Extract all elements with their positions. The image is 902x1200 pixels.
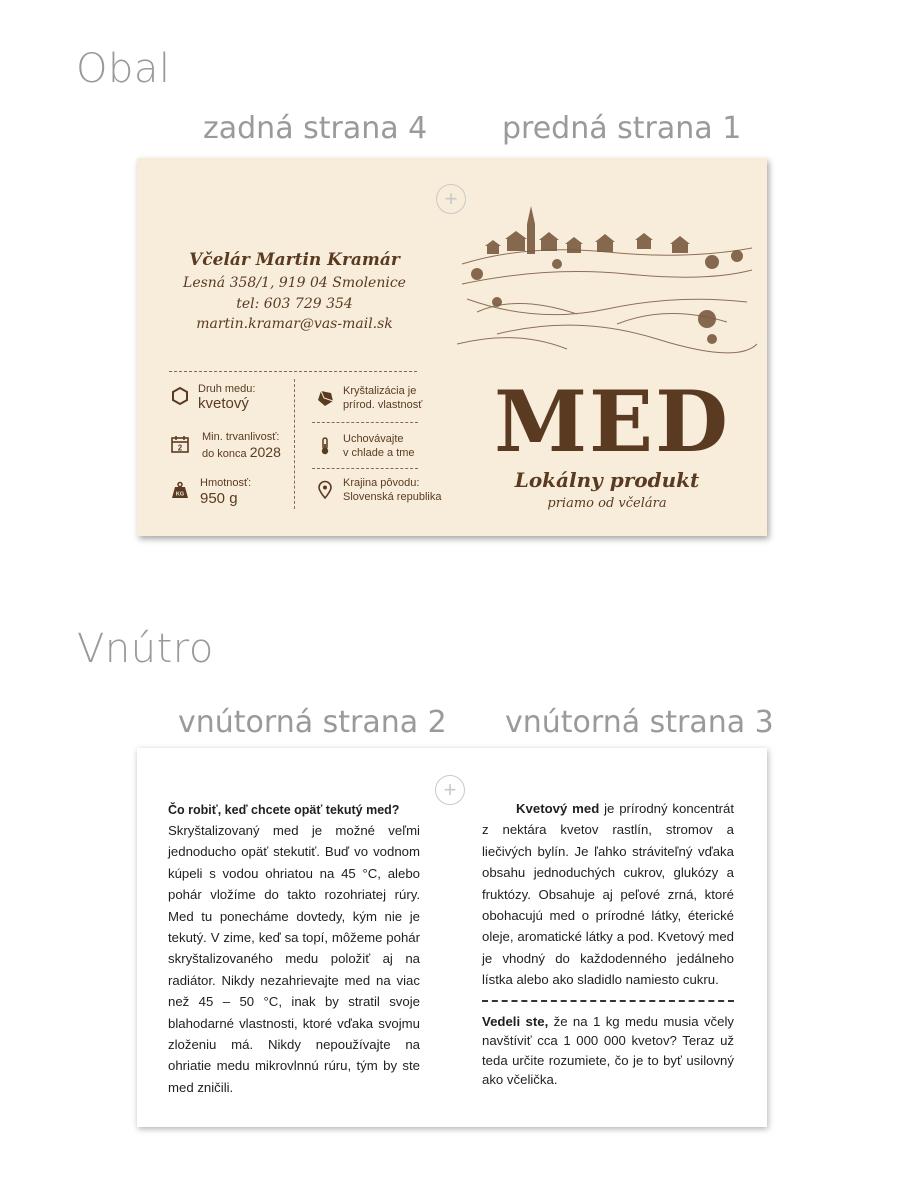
back-side-caption: zadná strana 4 bbox=[203, 111, 428, 146]
origin-info bbox=[315, 476, 440, 510]
divider bbox=[169, 371, 417, 372]
expiry-info bbox=[170, 430, 295, 464]
weight-value: 950 g bbox=[200, 490, 238, 507]
beekeeper-address: Lesná 358/1, 919 04 Smolenice bbox=[183, 275, 406, 291]
fun-fact-bold: Vedeli ste, bbox=[482, 1013, 549, 1029]
weight-label: Hmotnosť: bbox=[200, 477, 252, 489]
product-subtitle-block bbox=[457, 468, 757, 511]
inner-side-2-caption: vnútorná strana 2 bbox=[178, 705, 447, 740]
beekeeper-email: martin.kramar@vas-mail.sk bbox=[196, 316, 393, 332]
storage-line1: Uchovávajte bbox=[343, 433, 404, 445]
honey-type-info bbox=[170, 382, 290, 416]
calendar-day-text: 2 bbox=[177, 443, 183, 453]
beekeeper-name: Včelár Martin Kramár bbox=[189, 250, 400, 270]
beekeeper-phone: tel: 603 729 354 bbox=[236, 296, 353, 312]
crystallization-line2: prírod. vlastnosť bbox=[343, 399, 423, 411]
fun-fact-paragraph bbox=[482, 1012, 734, 1090]
expiry-prefix: do konca bbox=[202, 448, 247, 460]
divider bbox=[312, 422, 418, 423]
calendar-icon bbox=[170, 434, 190, 454]
inside-section-title: Vnútro bbox=[77, 626, 214, 672]
storage-info bbox=[315, 432, 440, 466]
inner-label bbox=[137, 748, 767, 1127]
inner-right-panel bbox=[482, 798, 734, 1090]
cover-label bbox=[137, 158, 767, 536]
weight-icon-text: KG bbox=[175, 491, 185, 498]
origin-label: Krajina pôvodu: bbox=[343, 477, 420, 489]
crystallization-line1: Kryštalizácia je bbox=[343, 385, 417, 397]
product-tagline: priamo od včelára bbox=[547, 496, 667, 511]
hexagon-icon bbox=[170, 386, 190, 406]
honey-type-label: Druh medu: bbox=[198, 383, 256, 395]
expiry-year: 2028 bbox=[249, 444, 281, 460]
front-side-caption: predná strana 1 bbox=[502, 111, 742, 146]
flower-honey-bold: Kvetový med bbox=[516, 801, 600, 816]
liquefy-body: Skryštalizovaný med je možné veľmi jednoducho opäť stekutiť. Buď vo vodnom kúpeli s vodou ohriatou na 45 °C, alebo pohár vložíme do takto rozohriatej rúry. Med tu ponecháme dovtedy, kým nie je tekutý. V zime, keď sa topí, môžeme pohár skryštalizovaného medu položiť aj na radiátor. Nikdy nezahrievajte med na viac než 45 – 50 °C, inak by stratil svoje blahodarné vlastnosti, ktoré vďaka svojmu zloženiu má. Nikdy nepoužívajte na ohriatie medu mikrovlnnú rúru, tým by ste med zničili. bbox=[168, 823, 420, 1095]
cover-section-title: Obal bbox=[76, 46, 171, 92]
product-title: MED bbox=[494, 372, 730, 471]
liquefy-heading: Čo robiť, keď chcete opäť tekutý med? bbox=[168, 803, 400, 817]
weight-info bbox=[170, 476, 290, 510]
crystal-icon bbox=[315, 388, 335, 408]
weight-icon bbox=[170, 480, 190, 500]
origin-value: Slovenská republika bbox=[343, 491, 442, 503]
expiry-value bbox=[202, 444, 281, 460]
village-landscape-illustration bbox=[457, 204, 757, 354]
expiry-label: Min. trvanlivosť: bbox=[202, 431, 280, 443]
storage-line2: v chlade a tme bbox=[343, 447, 415, 459]
fun-fact-text: že na 1 kg medu musia včely navštíviť cca 1 000 000 kvetov? Teraz už teda určite rozumiete, čo je to byť usilovný ako včelička. bbox=[482, 1013, 734, 1088]
flower-honey-paragraph bbox=[482, 798, 734, 991]
crystallization-info bbox=[315, 384, 440, 418]
fold-mark-icon: + bbox=[435, 775, 465, 805]
location-pin-icon bbox=[315, 480, 335, 500]
inner-left-panel bbox=[168, 800, 420, 1098]
divider bbox=[312, 468, 418, 469]
fold-mark-icon: + bbox=[436, 184, 466, 214]
honey-type-value: kvetový bbox=[198, 395, 249, 412]
divider bbox=[482, 1000, 734, 1002]
product-subtitle: Lokálny produkt bbox=[514, 468, 700, 492]
inner-side-3-caption: vnútorná strana 3 bbox=[505, 705, 774, 740]
thermometer-icon bbox=[315, 436, 335, 456]
flower-honey-text: je prírodný koncentrát z nektára kvetov rastlín, stromov a liečivých bylín. Je ľahko stráviteľný vďaka obsahu jednoduchých cukrov, glukózy a fruktózy. Obsahuje aj peľové zrná, ktoré obohacujú med o prírodné látky, éterické oleje, aromatické látky a pod. Kvetový med je vhodný do každodenného jedálneho lístka alebo ako sladidlo namiesto cukru. bbox=[482, 801, 734, 988]
